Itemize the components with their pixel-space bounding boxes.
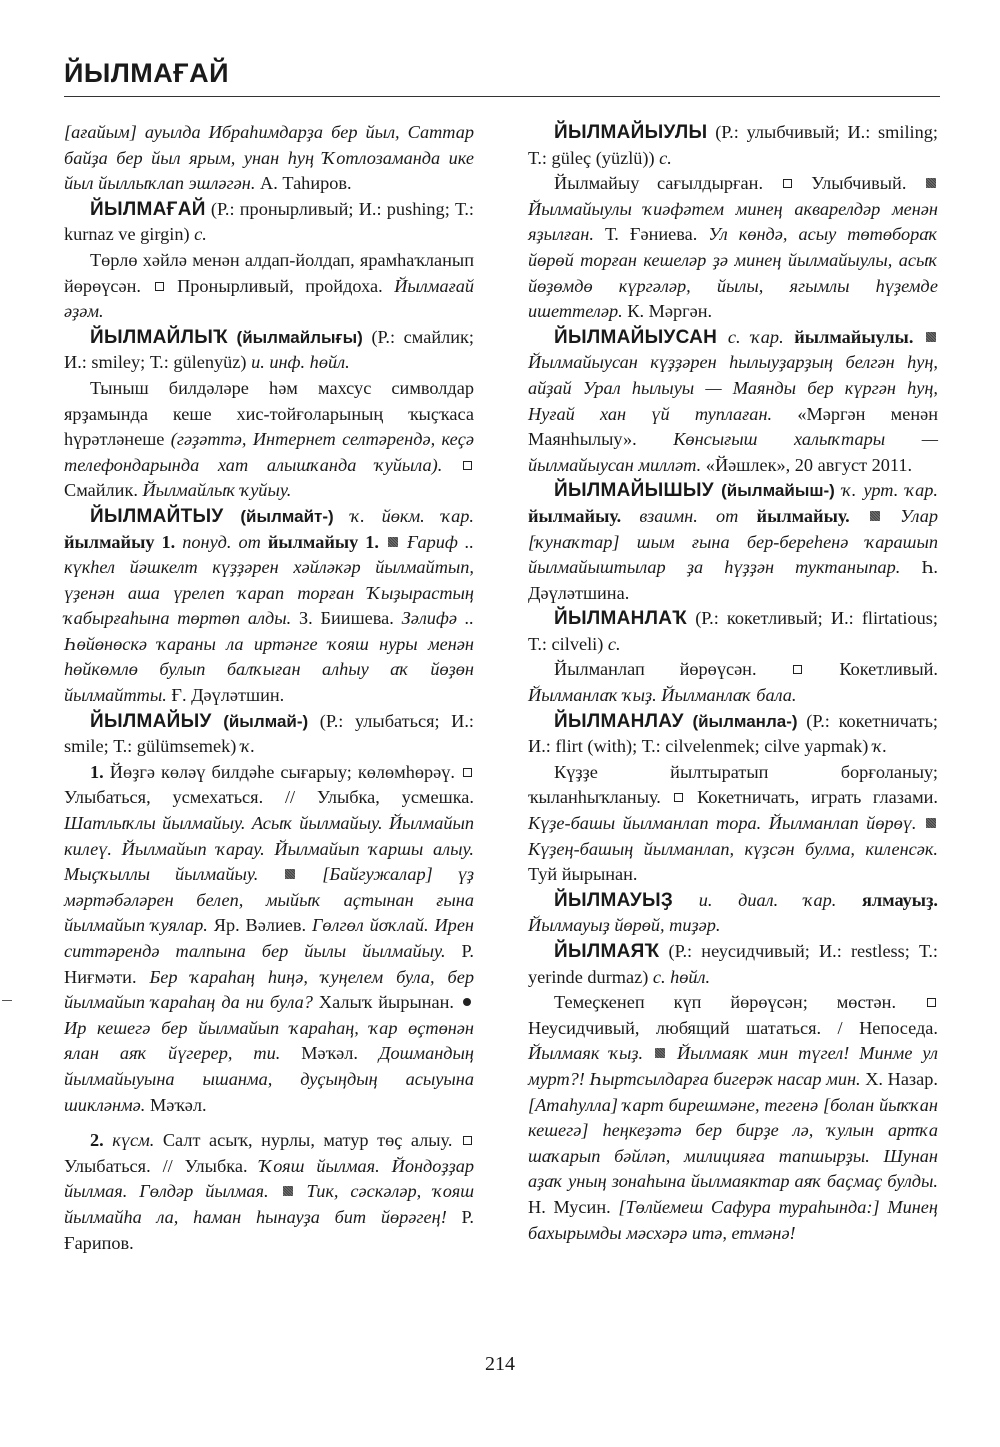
entry-yylmailyk [64,325,474,376]
part-of-speech: с. [607,633,621,654]
entry-continuation [64,120,474,197]
entry-yylmaiyshyu [528,478,938,606]
headword: ЙЫЛМАЙЫУ [90,710,212,732]
sense-2 [64,1128,474,1256]
sense-number: 1. [90,761,104,782]
bullet-dot-icon [463,998,471,1006]
citation-author: Р. Ниғмәти. [64,941,474,987]
translation-equivalents: (Р.: кокетничать; И.: flirt (with); Т.: cilvelenmek; cilve yapmak) [528,710,939,757]
white-square-icon [155,282,164,291]
translation-equivalents: (Р.: пронырливый; И.: pushing; Т.: kurnaz ve girgin) [64,198,474,245]
headword: ЙЫЛМАУЫҘ [554,889,674,911]
example-text: Ул көндә, асыу төтөбораҡ йөрөй торған кешеләр ҙә минең йылмайыулы, асыҡ йөҙөмдө күргәләр, йылы, ягымлы һүҙемде ишеттеләр. [528,224,939,322]
example-text: Йылмайыусан күҙҙәрен һылыуҙарҙың белгән һуң, айҙай Урал һылыуы — Маянды бер күргән һуң, Нуғай хан үй туплаған. [528,352,938,424]
part-of-speech: с. [194,224,207,245]
headword: ЙЫЛМАҒАЙ [90,198,206,220]
example-text: [Төлйемеш Сафура тураһында:] Минең бахырымды мәсхәрә итә, етмәнә! [528,1196,938,1243]
example-text: Йылмағай әҙәм. [64,275,474,322]
part-of-speech: с. һөйл. [652,966,711,987]
example-text: Тик, сәскәләр, ҡояш йылмайһа ла, һаман һынауҙа бит йөрәгең! [64,1181,474,1227]
black-square-icon [285,869,295,879]
part-of-speech: и. инф. һөйл. [251,352,350,373]
citation-author: Р. Ғарипов. [64,1206,474,1253]
russian-equivalent: Смайлик. [64,480,138,501]
citation-author: А. Таһиров. [260,173,352,194]
entry-yylmaiyuly [528,120,938,171]
definition-text: Темеҫкенеп күп йөрөүсән; мөстән. [554,992,897,1013]
russian-equivalent: Улыбчивый. [811,173,907,194]
sense-1 [64,760,474,1118]
example-text: [Байгужалар] үҙ мәртәбәләрен белеп, мыйыҡ аҫтынан ғына йылмайып ҡуялар. [64,864,474,936]
definition-text: Салт асыҡ, нурлы, матур төҫ алыу. [162,1130,453,1151]
part-of-speech: с. [659,147,672,168]
header-rule [64,96,940,97]
definition [528,990,938,1246]
definition [528,657,938,708]
cross-reference: йылмайыу 1. [267,531,380,552]
white-square-icon [463,768,472,777]
example-text: Дошмандың йылмайыуына ышанма, дуҫыңдың асыуына шикләнмә. [64,1043,474,1115]
citation-author: К. Мәргән. [627,301,713,322]
citation-author: Н. Мусин. [528,1196,611,1217]
black-square-icon [926,332,936,342]
example-text: Йылманлаҡ ҡыҙ. Йылманлаҡ бала. [528,685,797,706]
translation-equivalents: (Р.: неусидчивый; И.: restless; Т.: yerinde durmaz) [528,941,938,987]
translation-equivalents: (Р.: смайлик; И.: smiley; Т.: gülenyüz) [64,326,475,373]
black-square-icon [926,178,936,188]
entry-yylmaiyu [64,709,474,760]
spacer [64,1118,474,1128]
example-text: Йылмайыулы ҡиәфәтем минең акварелдәр менән яҙылған. [528,198,938,245]
definition [64,376,474,504]
entry-yylmaityu [64,504,474,709]
left-column [64,120,474,1256]
headword-variant: (йылмай-) [223,711,309,731]
example-text: [Атаһулла] ҡарт бирешмәне, тегенә [болан йыҡҡан кешегә] һеңкеҙәтә бер бирҙе лә, ҡулын артҡа шаҡарып бәйләп, милицияға тапшырҙы. Шунан аҙаҡ уның зонаһына йылмаяктар аяҡ баҫмаҫ булды. [528,1094,938,1192]
cross-reference: йылмайыу. [756,505,850,526]
example-text: Ҡояш йылмая. Йондоҙҙар йылмая. Гөлдәр йылмая. [64,1155,474,1202]
russian-equivalent: Пронырливый, пройдоха. [177,275,383,296]
headword: ЙЫЛМАЙЫШЫУ [554,480,714,502]
citation-author: Х. Назар. [865,1068,938,1089]
example-text: Йылмауыҙ йөрөй, тиҙәр. [528,915,721,936]
white-square-icon [793,665,802,674]
right-column [528,120,938,1246]
headword-variant: (йылмайыш-) [721,481,835,501]
example-text: Ғариф .. күкһел йәшкелт күҙҙәрен хәйләкәр йылмайтып, үҙенән аша үрелеп ҡарап торған Ҡыҙырастың ҡабырғаһына төртөп алды. [64,531,474,629]
russian-equivalent: Кокетничать, играть глазами. [697,787,938,808]
citation-author: Ғ. Дәүләтшин. [171,685,285,706]
russian-equivalent: Улыбаться, усмехаться. // Улыбка, усмешка. [64,787,474,808]
part-of-speech: ҡ. йөкм. ҡар. [350,505,474,526]
headword-variant: (йылмайт-) [240,506,334,526]
cross-reference: ялмауыҙ. [861,889,938,910]
russian-equivalent: Кокетливый. [839,659,938,680]
example-text: Бер ҡараһаң һиңә, ҡуңелем була, бер йылмайып ҡараһаң да ни була? [64,966,474,1013]
definition [528,171,938,325]
margin-mark [2,1000,12,1001]
headword-variant: (йылмайлығы) [236,327,363,347]
citation-author: З. Биишева. [298,608,394,629]
russian-equivalent: Улыбаться. // Улыбка. [64,1155,248,1176]
citation-author: Һ. Дәүләтшина. [528,557,938,603]
white-square-icon [463,461,472,470]
part-of-speech: и. диал. ҡар. [698,889,837,910]
headword: ЙЫЛМАЙТЫУ [90,505,224,527]
definition-text: Йылманлап йөрөүсән. [554,659,757,680]
headword: ЙЫЛМАНЛАУ [554,710,684,732]
black-square-icon [926,818,936,828]
part-of-speech: с. ҡар. [727,326,784,347]
black-square-icon [655,1048,665,1058]
headword-variant: (йылманла-) [692,711,798,731]
white-square-icon [463,1136,472,1145]
citation-source: «Йәшлек», 20 август 2011. [705,454,913,475]
black-square-icon [870,511,880,521]
definition-text: Йөҙгә көләү билдәһе сығарыу; көлөмһөрәү. [109,761,455,782]
citation-author: Мәҡәл. [149,1094,207,1115]
citation-author: Туй йырынан. [528,864,638,885]
white-square-icon [783,179,792,188]
entry-yylmanlak [528,606,938,657]
translation-equivalents: (Р.: улыбчивый; И.: smiling; Т.: güleç (yüzlü)) [528,122,938,168]
example-text: Йылмаяк мин түгел! Минме ул мурт?! Һыртсылдарға бигерәк насар мин. [528,1043,938,1089]
entry-yylmayak [528,939,938,990]
citation-source: «Мәргән менән Маянһылыу». [528,403,938,450]
cross-reference: йылмайыу. [528,505,622,526]
definition [528,760,938,888]
white-square-icon [674,793,683,802]
citation-author: Т. Ғәниева. [604,224,698,245]
headword: ЙЫЛМАЯҠ [554,941,660,962]
headword: ЙЫЛМАЙЫУЛЫ [554,122,708,143]
entry-yylmanlau [528,709,938,760]
grammar-note: взаимн. от [639,505,739,526]
citation-author: Мәҡәл. [301,1043,358,1064]
white-square-icon [927,998,936,1007]
part-of-speech: ҡ. [240,736,256,757]
translation-equivalents: (Р.: кокетливый; И.: flirtatious; Т.: cilveli) [528,608,938,654]
page-number: 214 [485,1353,515,1375]
example-text: Күҙең-башың йылманлап, күҙсән булма, киленсәк. [528,838,938,859]
example-text: Йылмайлыҡ ҡуйыу. [142,480,292,501]
translation-equivalents: (Р.: улыбаться; И.: smile; Т.: gülümsemek) [64,710,474,757]
definition-text: Тыныш билдәләре һәм махсус символдар ярҙамында кеше хис-тойғоларының ҡыҫҡаса һүрәтләнеше [64,377,474,450]
part-of-speech: күсм. [112,1130,155,1151]
black-square-icon [283,1186,293,1196]
definition-text: Күҙҙе йылтыратып борғоланыу; ҡыланһыҡланыу. [528,761,938,808]
example-text: Күҙе-башы йылманлап тора. Йылманлап йөрөү. [528,813,917,834]
example-text: Көнсығыш халыҡтары — йылмайыусан милләт. [528,429,938,475]
entry-yylmauyz [528,888,938,939]
cross-reference: йылмайыулы. [794,326,914,347]
part-of-speech: ҡ. [872,736,888,757]
headword: ЙЫЛМАНЛАҠ [554,608,688,630]
entry-yylmagai [64,197,474,248]
example-text: [ағайым] ауылда Ибраһимдарҙа бер йыл, Саттар байҙа бер йыл ярым, унан һуң Ҡотлозаманда ике йыл йыллыҡлап эшләгән. [64,122,474,194]
definition [64,248,474,325]
example-text: Шатлыҡлы йылмайыу. Асыҡ йылмайыу. Йылмайып килеү. Йылмайып ҡарау. Йылмайып ҡаршы алыу. Мыҫҡыллы йылмайыу. [64,813,474,885]
citation-author: Яр. Вәлиев. [213,915,307,936]
black-square-icon [388,537,398,547]
example-text: Гөлгөл йоҡлай. Ирен ситтәрендә талпына бер йылы йылмайыу. [64,915,474,961]
usage-note: (гәҙәттә, Интернет селтәрендә, кеҫә телефондарында хат алышҡанда ҡуйыла). [64,429,474,475]
russian-equivalent: Неусидчивый, любящий шататься. / Непоседа. [528,1017,938,1038]
definition-text: Йылмайыу сағылдырған. [554,173,764,194]
citation-author: Халыҡ йырынан. [318,992,455,1013]
example-text: Ир кешегә бер йылмайып ҡараһаң, ҡар өҫтөнән ялан аяҡ йүгерер, ти. [64,1017,474,1064]
part-of-speech: ҡ. урт. ҡар. [842,480,938,501]
definition-text: Төрлө хәйлә менән алдап-йолдап, ярамһаҡланып йөрөүсән. [64,249,474,296]
cross-reference: йылмайыу 1. [64,531,176,552]
example-text: Улар [ҡунаҡтар] шым ғына бер-береһенә ҡарашып йылмайыштылар ҙа һүҙҙән туктаныпар. [528,505,938,578]
headword: ЙЫЛМАЙЛЫҠ [90,326,228,348]
example-text: Йылмаяк ҡыҙ. [528,1043,644,1064]
headword: ЙЫЛМАЙЫУСАН [554,326,718,348]
example-text: Зәлифә .. Һөйөнөскә ҡараны ла иртәнге ҡояш нуры менән һөйкөмлө булып балҡыған алһыу аҡ йөҙөн йылмайтты. [64,608,474,706]
entry-yylmaiyusan [528,325,938,479]
sense-number: 2. [90,1130,104,1151]
running-head: ЙЫЛМАҒАЙ [64,58,229,88]
grammar-note: понуд. от [182,531,261,552]
